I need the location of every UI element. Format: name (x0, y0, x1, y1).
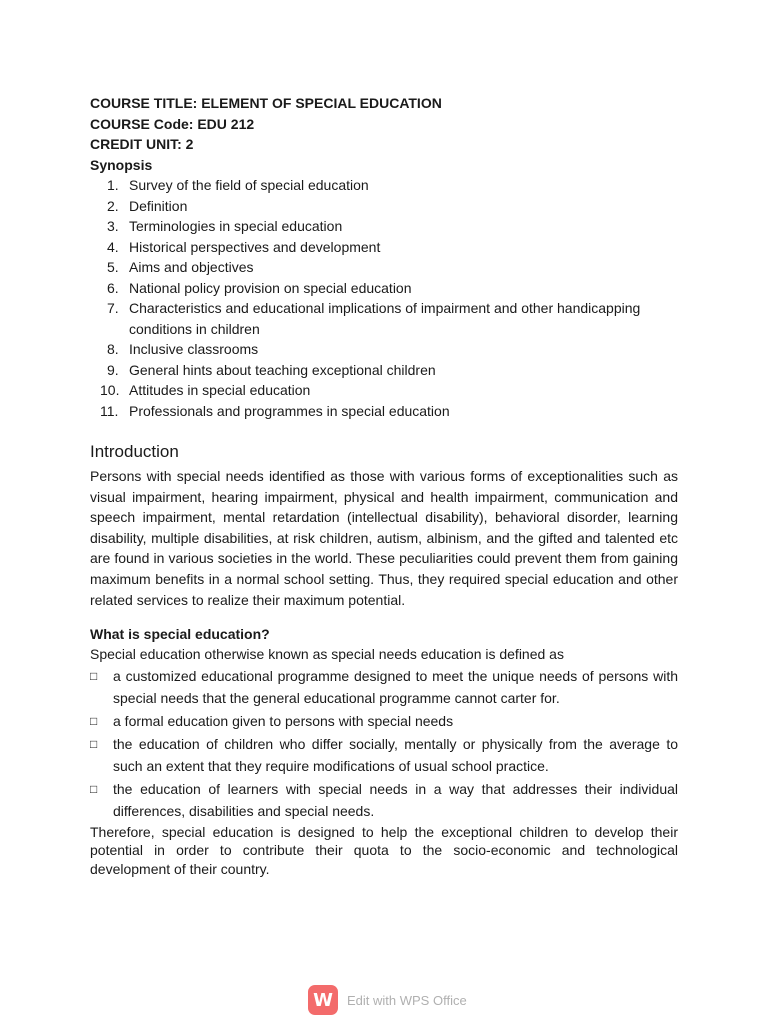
item-number: 11. (100, 402, 119, 419)
definition-heading: What is special education? (90, 626, 270, 643)
wps-logo-icon[interactable]: W (308, 985, 338, 1015)
synopsis-heading: Synopsis (90, 156, 153, 173)
item-text: Professionals and programmes in special education (129, 402, 450, 419)
item-text: Survey of the field of special education (129, 177, 369, 193)
item-number: 10. (100, 382, 120, 398)
bullet-icon: □ (90, 781, 98, 796)
item-text: the education of children who differ socially, mentally or physically from the average to such an extent that they require modifications of usual school practice. (113, 735, 678, 774)
list-item (90, 733, 678, 777)
list-item (90, 665, 678, 709)
list-item (90, 278, 678, 299)
definition-lead: Special education otherwise known as special needs education is defined as (90, 646, 564, 663)
list-item (90, 298, 678, 339)
item-text: Attitudes in special education (129, 382, 311, 398)
item-number: 3. (107, 218, 119, 234)
item-number: 7. (107, 300, 119, 316)
list-item (90, 175, 678, 196)
wps-footer[interactable] (308, 985, 467, 1015)
list-item (90, 360, 678, 381)
synopsis-list (90, 175, 678, 421)
list-item (90, 778, 678, 822)
list-item (90, 257, 678, 278)
list-item (90, 710, 678, 732)
document-page (90, 93, 678, 878)
item-number: 5. (107, 259, 119, 275)
list-item (90, 339, 678, 360)
item-number: 4. (107, 238, 119, 255)
item-text: Characteristics and educational implications of impairment and other handicapping conditions in children (129, 300, 641, 337)
item-text: the education of learners with special needs in a way that addresses their individual differences, disabilities and special needs. (113, 780, 678, 819)
item-text: General hints about teaching exceptional children (129, 361, 436, 378)
bullet-icon: □ (90, 713, 98, 728)
item-number: 6. (107, 279, 119, 296)
course-title: COURSE TITLE: ELEMENT OF SPECIAL EDUCATION (90, 95, 442, 111)
introduction-heading: Introduction (90, 442, 179, 461)
item-text: Inclusive classrooms (129, 341, 259, 357)
list-item (90, 401, 678, 422)
wps-edit-link[interactable]: Edit with WPS Office (347, 992, 467, 1008)
item-text: a formal education given to persons with special needs (113, 712, 454, 729)
definition-list (90, 665, 678, 822)
list-item (90, 216, 678, 237)
item-number: 2. (107, 197, 119, 214)
list-item (90, 196, 678, 217)
item-number: 1. (107, 177, 119, 193)
item-text: Aims and objectives (129, 259, 254, 275)
item-number: 8. (107, 341, 119, 357)
item-text: Definition (129, 197, 188, 214)
credit-unit: CREDIT UNIT: 2 (90, 136, 194, 152)
item-text: a customized educational programme designed to meet the unique needs of persons with special needs that the general educational programme cannot carter for. (113, 667, 678, 706)
course-code: COURSE Code: EDU 212 (90, 115, 255, 132)
item-text: Historical perspectives and development (129, 238, 381, 255)
list-item (90, 380, 678, 401)
item-number: 9. (107, 361, 119, 378)
bullet-icon: □ (90, 736, 98, 751)
conclusion-paragraph: Therefore, special education is designed to help the exceptional children to develop their potential in order to contribute their quota to the socio-economic and technological development of their country. (90, 823, 678, 877)
item-text: Terminologies in special education (129, 218, 343, 234)
list-item (90, 237, 678, 258)
introduction-paragraph: Persons with special needs identified as those with various forms of exceptionalities such as visual impairment, hearing impairment, physical and health impairment, communication and speech impairment, mental retardation (intellectual disability), behavioral disorder, learning disability, multiple disabilities, at risk children, autism, albinism, and the gifted and talented etc are found in various societies in the world. These peculiarities could prevent them from gaining maximum benefits in a normal school setting. Thus, they required special education and other related services to realize their maximum potential. (90, 468, 678, 608)
item-text: National policy provision on special education (129, 279, 412, 296)
bullet-icon: □ (90, 668, 98, 683)
